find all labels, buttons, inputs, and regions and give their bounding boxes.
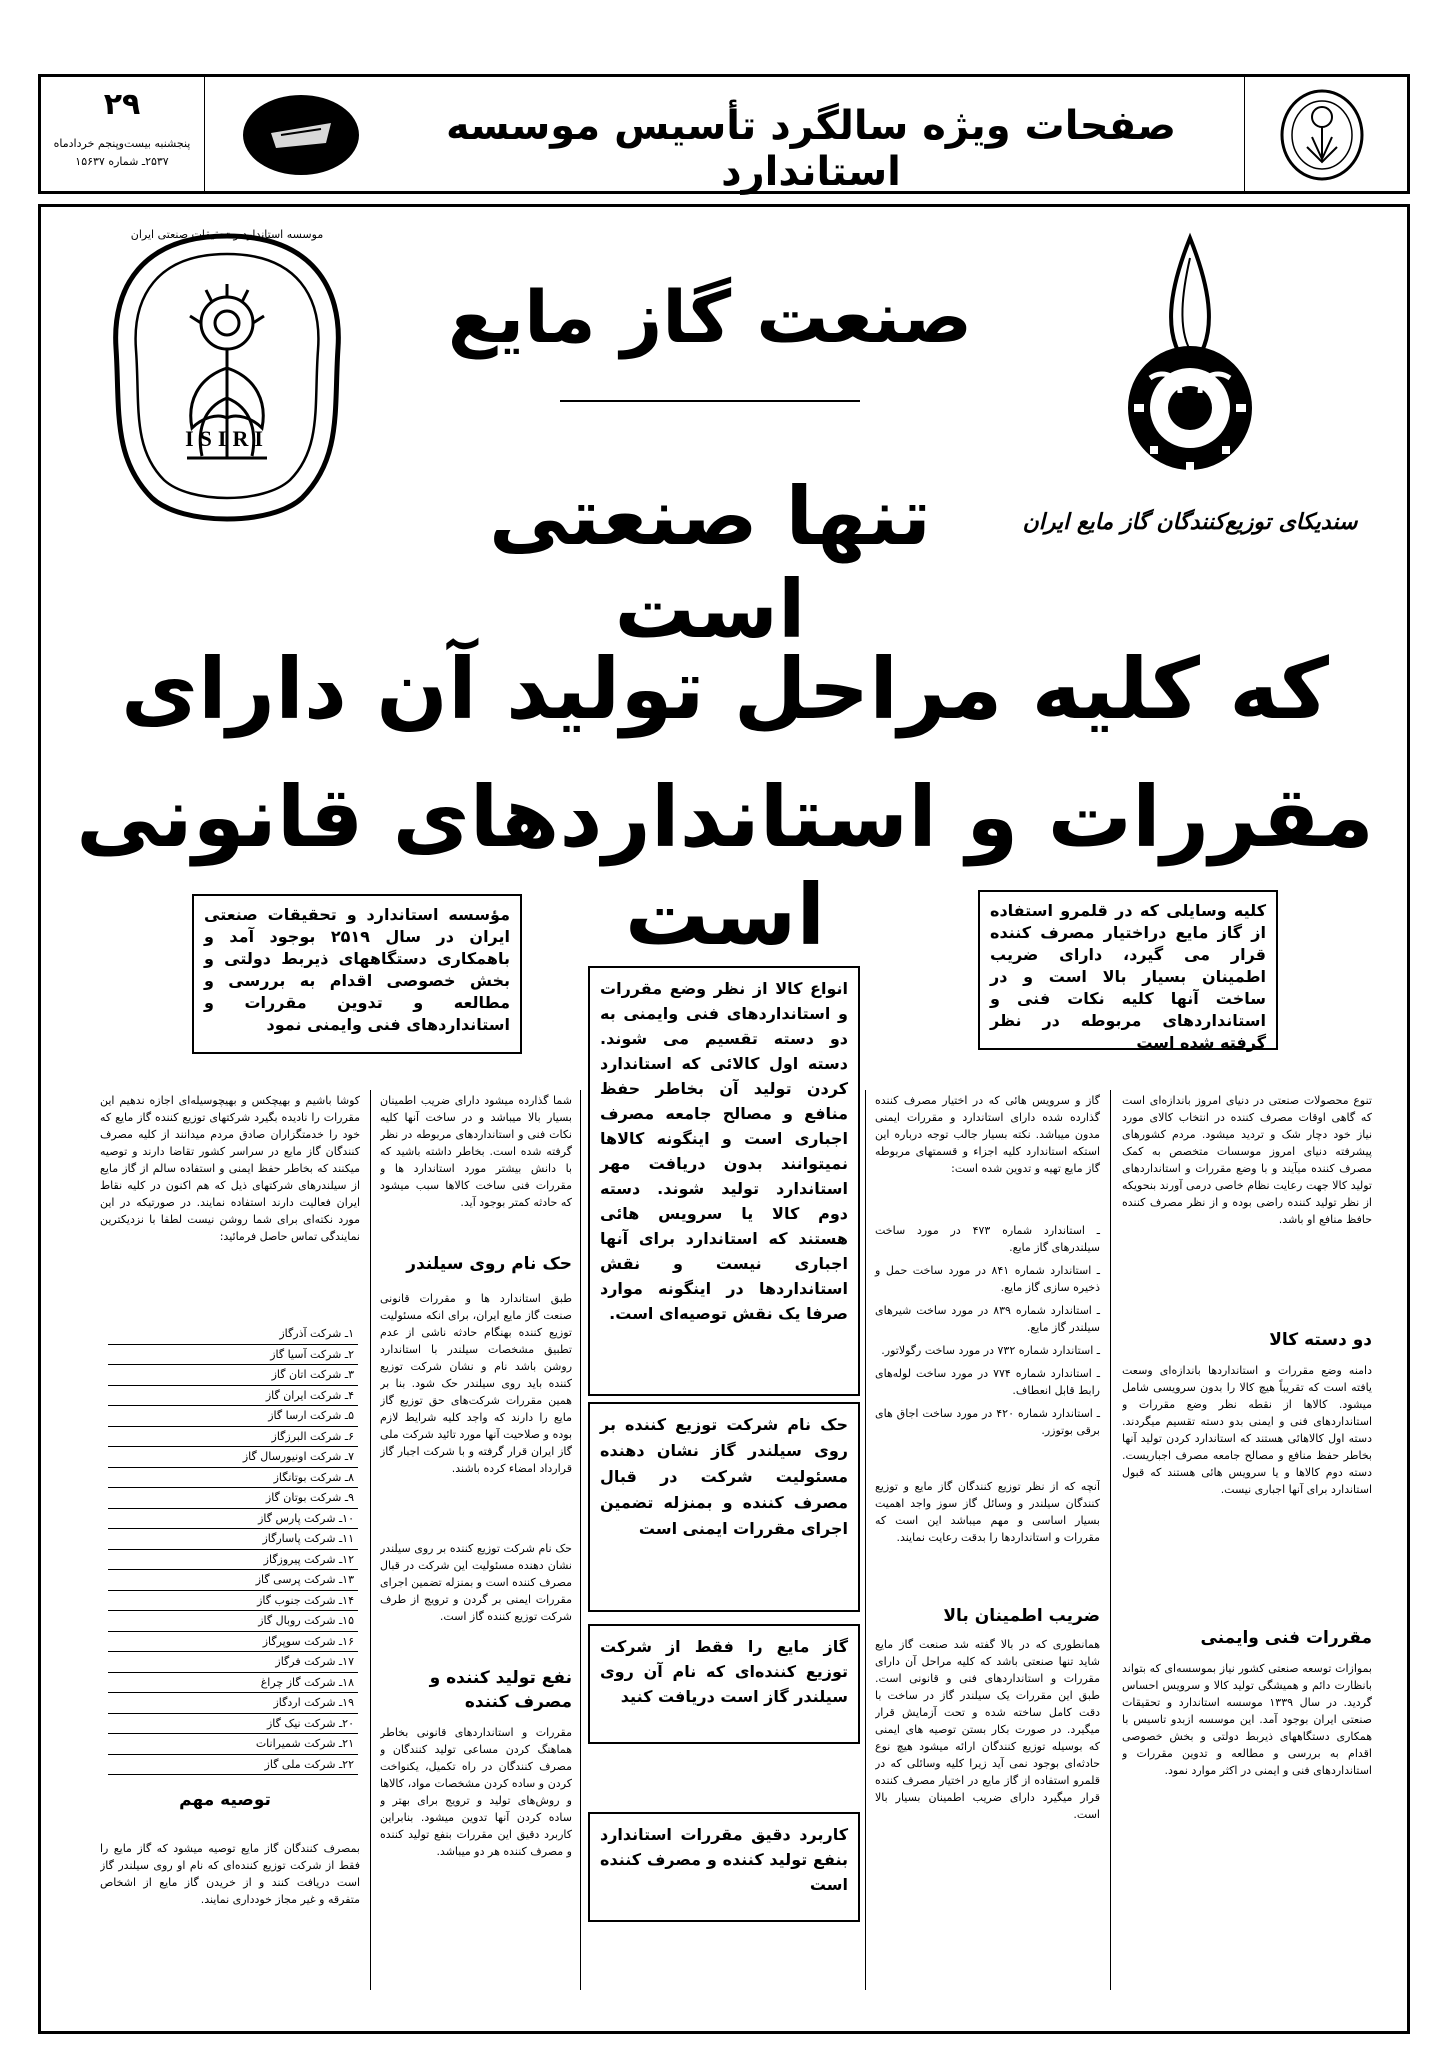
center-box-2: حک نام شرکت توزیع کننده بر روی سیلندر گاز نشان دهنده مسئولیت شرکت در قبال مصرف کننده و بمنزله تضمین اجرای مقررات ایمنی است bbox=[588, 1402, 860, 1612]
center-main-box: انواع کالا از نظر وضع مقررات و استانداردهای فنی وایمنی به دو دسته تقسیم می شوند. دسته اول کالائی که استاندارد کردن تولید آن بخاطر حفظ منافع و مصالح جامعه مصرف اجباری است و اینگونه کالاها نمیتوانند بدون دریافت مهر استاندارد تولید شوند. دسته دوم کالا یا سرویس هائی هستند که استاندارد برای آنها اجباری نیست و نقش استانداردها در اینگونه موارد صرفا یک نقش توصیه‌ای است. bbox=[588, 966, 860, 1396]
center-box-3: گاز مایع را فقط از شرکت توزیع کننده‌ای که نام آن روی سیلندر گاز است دریافت کنید bbox=[588, 1624, 860, 1744]
col2-text2: آنچه که از نظر توزیع کنندگان گاز مایع و توزیع کنندگان سیلندر و وسائل گاز سوز واجد اهمیت بسیار اساسی و مهم میباشد این است که مقررات و استانداردها را بدقت رعایت نمایند. bbox=[875, 1480, 1100, 1544]
company-item: ۱ـ شرکت آذرگاز bbox=[108, 1324, 358, 1345]
header-emblem bbox=[241, 93, 361, 177]
company-item: ۳ـ شرکت اتان گاز bbox=[108, 1365, 358, 1386]
company-item: ۱۹ـ شرکت اردگاز bbox=[108, 1693, 358, 1714]
col1-head1: دو دسته کالا bbox=[1269, 1330, 1372, 1350]
company-item: ۱۸ـ شرکت گاز چراغ bbox=[108, 1673, 358, 1694]
company-item: ۱۵ـ شرکت روبال گاز bbox=[108, 1611, 358, 1632]
company-item: ۱۴ـ شرکت جنوب گاز bbox=[108, 1591, 358, 1612]
col1-text2: دامنه وضع مقررات و استانداردها باندازه‌ای وسعت یافته است که تقریباً هیچ کالا را بدون سرویسی شامل میشود. کالاها از نقطه نظر وضع مقررات و استانداردهای فنی و ایمنی بدو دسته تقسیم میگردند. دسته اول کالاهائی هستند که استاندارد کردن تولید آنها بخاطر حفظ منافع و مصالح جامعه مصرف اجباریست. دسته دوم کالاها و یا سرویس هائی هستند که قبول استاندارد برای آنها اجباری نیست. bbox=[1122, 1364, 1372, 1496]
col4-text2: بمصرف کنندگان گاز مایع توصیه میشود که گاز مایع را فقط از شرکت توزیع کننده‌ای که نام او روی سیلندر گاز است دریافت کنند و از خریدن گاز مایع از اشخاص متفرقه و غیر مجاز خودداری نمایند. bbox=[100, 1842, 360, 1906]
col4-text: کوشا باشیم و بهیچکس و بهیچوسیله‌ای اجازه ندهیم این مقررات را نادیده بگیرد شرکتهای توزیع کننده گاز مایع که خود را خدمتگزاران صادق مردم میدانند از کلیه مصرف کنندگان گاز مایع در سراسر کشور تقاضا دارند و توصیه میکنند که بخاطر حفظ ایمنی و استفاده سالم از گاز مایع از سیلندرهای شرکتهای ذیل که هم اکنون در کلیه نقاط ایران فعالیت دارند استفاده نمایند. در صورتیکه در این مورد نکته‌ای برای شما روشن نیست لطفا با نزدیکترین نمایندگی تماس حاصل فرمائید: bbox=[100, 1094, 360, 1243]
isiri-logo bbox=[102, 228, 352, 528]
col3-head1: حک نام روی سیلندر bbox=[406, 1254, 572, 1274]
col3-head2: نفع تولید کننده و مصرف کننده bbox=[429, 1668, 572, 1712]
companies-list bbox=[108, 1324, 358, 1775]
col3-text3: حک نام شرکت توزیع کننده بر روی سیلندر نشان دهنده مسئولیت این شرکت در قبال مصرف کننده است و بمنزله تضمین اجرای مقررات ایمنی بر گردن و ترویج از طرف شرکت توزیع کننده گاز است. bbox=[380, 1542, 572, 1623]
col1-text3: بموازات توسعه صنعتی کشور نیاز بموسسه‌ای که بتواند بانظارت دائم و همیشگی تولید کالا و سرویس احساس گردید. در سال ۱۳۳۹ موسسه استاندارد و تحقیقات صنعتی ایران بوجود آمد. این موسسه ازبدو تاسیس با همکاری دستگاههای ذیربط دولتی و بخش خصوصی اقدام به بررسی و مطالعه و تدوین مقررات و استانداردهای فنی و ایمنی در اکثر موارد نمود. bbox=[1122, 1662, 1372, 1777]
company-item: ۶ـ شرکت البرزگاز bbox=[108, 1427, 358, 1448]
col1-text: تنوع محصولات صنعتی در دنیای امروز باندازه‌ای است که گاهی اوقات مصرف کننده در انتخاب کالای مورد نیاز خود دچار شک و تردید میشود. مردم کشورهای پیشرفته دنیای امروز موسسات متخصص به کمک مصرف کننده میآیند و با وضع مقررات و استانداردهای تولید کالا جهت رعایت نظام خاصی درمی آورند بنحویکه از نظر تولید کننده راضی بوده و از نظر مصرف کننده حافظ منافع او باشد. bbox=[1122, 1094, 1372, 1226]
col3-text2: طبق استاندارد ها و مقررات قانونی صنعت گاز مایع ایران، برای انکه مسئولیت توزیع کننده بهنگام حادثه ناشی از عدم تطبیق مشخصات سیلندر با استاندارد روشن باشد نام و نشان شرکت توزیع کننده باید روی سیلندر حک شود. بنا بر همین مقررات شرکت‌های حق توزیع گاز مایع را دارند که واجد کلیه شرایط لازم بوده و صلاحیت آنها مورد تائید شرکت ملی گاز ایران قرار گرفته و با شرکت اجبار گاز قرارداد امضاء کرده باشند. bbox=[380, 1292, 572, 1475]
date-line: پنجشنبه بیست‌وپنجم خرداد‌ماه bbox=[53, 137, 191, 150]
issue-line: ۲۵۳۷ـ شماره ۱۵۶۳۷ bbox=[75, 155, 169, 168]
syndicate-logo bbox=[1090, 228, 1290, 478]
company-item: ۷ـ شرکت اونیورسال گاز bbox=[108, 1447, 358, 1468]
company-item: ۱۳ـ شرکت پرسی گاز bbox=[108, 1570, 358, 1591]
company-item: ۲۰ـ شرکت نیک گاز bbox=[108, 1714, 358, 1735]
company-item: ۲ـ شرکت آسیا گاز bbox=[108, 1345, 358, 1366]
col2-head: ضریب اطمینان بالا bbox=[943, 1606, 1100, 1626]
headline-line4: مقررات و استانداردهای قانونی است bbox=[76, 768, 1374, 964]
col3-text4: مقررات و استانداردهای قانونی بخاطر هماهنگ کردن مساعی تولید کنندگان و مصرف کنندگان در راه تکمیل، یکنواخت کردن و ساده کردن مشخصات مواد، کالاها و روش‌های تولید و ترویج برای بهتر و ساده کردن آنها تدوین میشود. بنابراین کاربرد دقیق این مقررات بنفع تولید کننده و مصرف کننده هر دو میباشد. bbox=[380, 1726, 572, 1858]
header-isiri-logo bbox=[1277, 87, 1367, 183]
col2-text: گاز و سرویس هائی که در اختیار مصرف کننده گذارده شده دارای استاندارد و مقررات ایمنی مدون میباشد. نکته بسیار جالب توجه درباره این استکه استاندارد کلیه اجزاء و قسمتهای مربوطه گاز مایع تهیه و تدوین شده است: bbox=[875, 1094, 1100, 1175]
company-item: ۱۲ـ شرکت پیروزگاز bbox=[108, 1550, 358, 1571]
company-item: ۱۰ـ شرکت پارس گاز bbox=[108, 1509, 358, 1530]
left-intro-box: مؤسسه استاندارد و تحقیقات صنعتی ایران در سال ۲۵۱۹ بوجود آمد و باهمکاری دستگاههای ذیربط دولتی و بخش خصوصی اقدام به بررسی و مطالعه و تدوین مقررات و استانداردهای فنی وایمنی نمود bbox=[192, 894, 522, 1054]
page-number: ۲۹ bbox=[103, 87, 141, 122]
standard-item: ـ استاندارد شماره ۷۳۲ در مورد ساخت رگولاتور. bbox=[881, 1344, 1100, 1357]
isiri-ring-text: موسسه استاندارد و تحقیقات صنعتی ایران bbox=[130, 228, 324, 241]
headline-line2: تنها صنعتی است bbox=[488, 470, 932, 656]
company-item: ۲۲ـ شرکت ملی گاز bbox=[108, 1755, 358, 1776]
header-title: صفحات ویژه سالگرد تأسیس موسسه استاندارد bbox=[446, 103, 1176, 195]
headline-line3: که کلیه مراحل تولید آن دارای bbox=[120, 640, 1330, 738]
company-item: ۵ـ شرکت ارسا گاز bbox=[108, 1406, 358, 1427]
isiri-letters: ISIRI bbox=[185, 426, 269, 451]
header-bar bbox=[38, 74, 1410, 194]
standard-item: ـ استاندارد شماره ۴۷۳ در مورد ساخت سیلندرهای گاز مایع. bbox=[875, 1224, 1100, 1254]
col3-text: شما گذارده میشود دارای ضریب اطمینان بسیار بالا میباشد و در ساخت آنها کلیه نکات فنی و استانداردهای مربوطه در نظر گرفته شده است. بخاطر داشته باشید که با دانش بیشتر مورد استاندارد ها و مقررات فنی ساخت کالاها سبب میشود که حادثه کمتر بوجود آید. bbox=[380, 1094, 572, 1209]
company-item: ۴ـ شرکت ایران گاز bbox=[108, 1386, 358, 1407]
headline-line1: صنعت گاز مایع bbox=[447, 275, 973, 359]
company-item: ۹ـ شرکت بوتان گاز bbox=[108, 1488, 358, 1509]
standard-item: ـ استاندارد شماره ۷۷۴ در مورد ساخت لوله‌های رابط قابل انعطاف. bbox=[875, 1367, 1101, 1397]
standard-item: ـ استاندارد شماره ۸۳۹ در مورد ساخت شیرهای سیلندر گاز مایع. bbox=[875, 1304, 1100, 1334]
company-item: ۱۷ـ شرکت فرگاز bbox=[108, 1652, 358, 1673]
syndicate-caption: سندیکای توزیع‌کنندگان گاز مایع ایران bbox=[1022, 510, 1358, 535]
standard-item: ـ استاندارد شماره ۸۴۱ در مورد ساخت حمل و ذخیره سازی گاز مایع. bbox=[875, 1264, 1100, 1294]
col4-head: توصیه مهم bbox=[179, 1790, 271, 1810]
company-item: ۱۶ـ شرکت سوپرگاز bbox=[108, 1632, 358, 1653]
center-box-4: کاربرد دقیق مقررات استاندارد بنفع تولید کننده و مصرف کننده است bbox=[588, 1812, 860, 1922]
col2-text3: همانطوری که در بالا گفته شد صنعت گاز مایع شاید تنها صنعتی باشد که کلیه مراحل آن دارای مقررات و استانداردهای فنی و قانونی است. طبق این مقررات یک سیلندر گاز در ساخت با دقت کامل ساخته شده و تحت آزمایش قرار میگیرد. در صورت بکار بستن توصیه های ایمنی که بوسیله توزیع کنندگان ارائه میشود هیچ نوع حادثه‌ای بوجود نمی آید زیرا کلیه وسائلی که در قلمرو استفاده از گاز مایع در اختیار مصرف کننده قرار میگیرد دارای ضریب اطمینان بسیار بالا است. bbox=[875, 1638, 1100, 1821]
right-intro-box: کلیه وسایلی که در قلمرو استفاده از گاز مایع دراختیار مصرف کننده قرار می گیرد، دارای ضریب اطمینان بسیار بالا است و در ساخت آنها کلیه نکات فنی و استانداردهای مربوطه در نظر گرفته شده است bbox=[978, 890, 1278, 1050]
col1-head2: مقررات فنی وایمنی bbox=[1200, 1628, 1372, 1648]
company-item: ۱۱ـ شرکت پاسارگاز bbox=[108, 1529, 358, 1550]
col2-standards-list bbox=[875, 1222, 1100, 1445]
company-item: ۲۱ـ شرکت شمیرانات bbox=[108, 1734, 358, 1755]
company-item: ۸ـ شرکت بوتانگاز bbox=[108, 1468, 358, 1489]
standard-item: ـ استاندارد شماره ۴۲۰ در مورد ساخت اجاق های برقی بوتوزر. bbox=[875, 1407, 1100, 1437]
